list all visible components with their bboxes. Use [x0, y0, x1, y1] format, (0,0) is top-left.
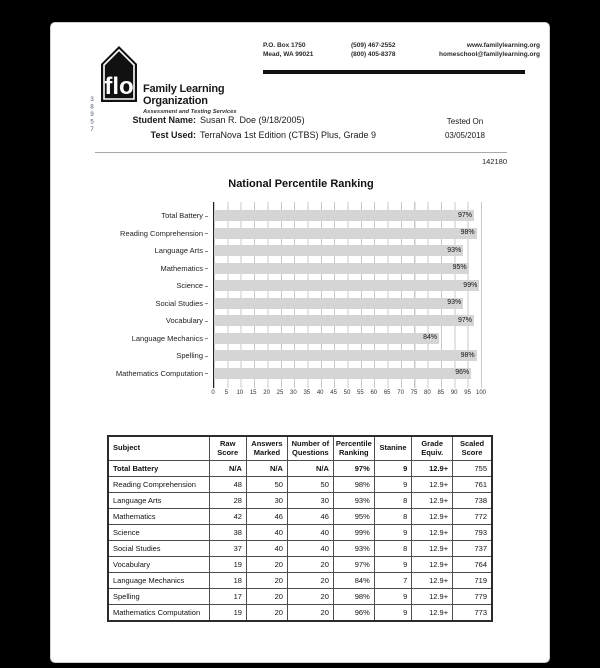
subject-cell: Science	[108, 525, 209, 541]
value-cell: 12.9+	[412, 493, 453, 509]
logo-text: flo	[104, 73, 134, 100]
value-cell: 9	[374, 557, 412, 573]
value-cell: 98%	[333, 589, 374, 605]
value-cell: 20	[287, 573, 333, 589]
value-cell: 20	[246, 589, 287, 605]
address-line2: Mead, WA 99021	[263, 51, 314, 58]
bar-category-label: Reading Comprehension	[120, 229, 208, 238]
bar-value-label: 97%	[457, 316, 472, 324]
value-cell: N/A	[209, 461, 246, 477]
subject-cell: Mathematics Computation	[108, 605, 209, 622]
value-cell: 99%	[333, 525, 374, 541]
bar-value-label: 98%	[460, 351, 475, 359]
x-tick-label: 30	[290, 390, 297, 396]
bar	[214, 228, 477, 239]
value-cell: 48	[209, 477, 246, 493]
value-cell: 793	[453, 525, 492, 541]
tested-on-block	[425, 115, 505, 143]
bar-category-label: Spelling	[176, 351, 208, 360]
bar-row	[176, 347, 482, 365]
table-row	[108, 461, 492, 477]
contact-web	[439, 41, 540, 59]
tested-on-label: Tested On	[446, 117, 484, 126]
subject-cell: Spelling	[108, 589, 209, 605]
value-cell: 17	[209, 589, 246, 605]
email: homeschool@familylearning.org	[439, 51, 540, 58]
bar-value-label: 95%	[452, 264, 467, 272]
score-table	[107, 435, 493, 622]
value-cell: 38	[209, 525, 246, 541]
x-tick-label: 75	[410, 390, 418, 396]
value-cell: 20	[287, 605, 333, 622]
value-cell: 9	[374, 461, 412, 477]
house-icon	[100, 45, 138, 103]
value-cell: 12.9+	[412, 605, 453, 622]
value-cell: 40	[246, 525, 287, 541]
value-cell: 19	[209, 557, 246, 573]
test-used-row	[95, 128, 435, 143]
student-name-value: Susan R. Doe (9/18/2005)	[200, 115, 305, 125]
percentile-chart	[95, 178, 507, 400]
value-cell: 42	[209, 509, 246, 525]
score-table-head	[108, 436, 492, 461]
value-cell: 12.9+	[412, 541, 453, 557]
column-header: Stanine	[374, 436, 412, 461]
bar	[214, 280, 479, 291]
column-header: Percentile Ranking	[333, 436, 374, 461]
bar-row	[176, 277, 482, 295]
x-tick-label: 90	[450, 390, 458, 396]
bar	[214, 333, 439, 344]
value-cell: 19	[209, 605, 246, 622]
value-cell: 12.9+	[412, 509, 453, 525]
value-cell: N/A	[246, 461, 287, 477]
bar	[214, 210, 474, 221]
contact-phones	[351, 41, 439, 59]
x-tick-label: 50	[343, 390, 351, 396]
subject-cell: Reading Comprehension	[108, 477, 209, 493]
column-header: Raw Score	[209, 436, 246, 461]
tested-on-date: 03/05/2018	[444, 131, 486, 140]
value-cell: 9	[374, 589, 412, 605]
value-cell: 46	[287, 509, 333, 525]
x-tick-label: 100	[475, 390, 487, 396]
value-cell: 12.9+	[412, 573, 453, 589]
x-tick-label: 20	[263, 390, 270, 396]
value-cell: 9	[374, 477, 412, 493]
x-tick-label: 35	[303, 390, 311, 396]
org-tagline: Assessment and Testing Services	[143, 109, 237, 115]
bar-plot	[115, 202, 482, 388]
test-used-label: Test Used:	[150, 130, 196, 140]
student-name-row	[95, 113, 435, 128]
column-header: Grade Equiv.	[412, 436, 453, 461]
bar-value-label: 96%	[455, 369, 470, 377]
column-header: Subject	[108, 436, 209, 461]
value-cell: 755	[453, 461, 492, 477]
value-cell: 12.9+	[412, 525, 453, 541]
x-tick-label: 10	[236, 390, 244, 396]
phone2: (800) 405-8378	[351, 51, 396, 58]
x-tick-label: 15	[249, 390, 257, 396]
value-cell: 40	[287, 525, 333, 541]
value-cell: 8	[374, 541, 412, 557]
form-code-vertical: 38957	[89, 97, 95, 135]
value-cell: 46	[246, 509, 287, 525]
value-cell: 20	[287, 557, 333, 573]
value-cell: 12.9+	[412, 461, 453, 477]
table-row	[108, 525, 492, 541]
x-tick-label: 55	[357, 390, 364, 396]
column-header: Number of Questions	[287, 436, 333, 461]
x-tick-label: 70	[397, 390, 404, 396]
org-name-line1: Family Learning	[143, 83, 225, 95]
bar	[214, 263, 469, 274]
x-tick-label: 40	[316, 390, 324, 396]
value-cell: 8	[374, 509, 412, 525]
org-name-block	[143, 83, 237, 115]
value-cell: 93%	[333, 493, 374, 509]
contact-address	[263, 41, 351, 59]
bar-category-label: Science	[176, 281, 208, 290]
value-cell: 719	[453, 573, 492, 589]
table-row	[108, 557, 492, 573]
table-row	[108, 573, 492, 589]
value-cell: 779	[453, 589, 492, 605]
value-cell: N/A	[287, 461, 333, 477]
subject-cell: Mathematics	[108, 509, 209, 525]
bar-value-label: 99%	[463, 281, 478, 289]
value-cell: 737	[453, 541, 492, 557]
bar-row	[131, 330, 482, 348]
value-cell: 50	[287, 477, 333, 493]
bar-category-label: Total Battery	[161, 211, 208, 220]
value-cell: 20	[246, 605, 287, 622]
value-cell: 93%	[333, 541, 374, 557]
bar-row	[160, 260, 482, 278]
value-cell: 20	[287, 589, 333, 605]
value-cell: 7	[374, 573, 412, 589]
x-tick-label: 95	[464, 390, 471, 396]
x-tick-label: 65	[383, 390, 391, 396]
bar-category-label: Vocabulary	[166, 316, 208, 325]
bar-row	[115, 365, 482, 383]
report-page	[51, 23, 549, 662]
table-row	[108, 589, 492, 605]
value-cell: 9	[374, 605, 412, 622]
bar	[214, 315, 474, 326]
column-header: Scaled Score	[453, 436, 492, 461]
student-info	[95, 113, 435, 143]
value-cell: 30	[287, 493, 333, 509]
value-cell: 97%	[333, 461, 374, 477]
value-cell: 28	[209, 493, 246, 509]
bar-value-label: 97%	[457, 211, 472, 219]
value-cell: 12.9+	[412, 557, 453, 573]
x-tick-label: 5	[224, 390, 229, 396]
table-row	[108, 477, 492, 493]
value-cell: 772	[453, 509, 492, 525]
subject-cell: Language Mechanics	[108, 573, 209, 589]
x-tick-label: 80	[424, 390, 431, 396]
bar	[214, 350, 477, 361]
value-cell: 12.9+	[412, 477, 453, 493]
subject-cell: Vocabulary	[108, 557, 209, 573]
table-row	[108, 605, 492, 622]
contact-block	[263, 41, 540, 59]
score-table-body	[108, 461, 492, 622]
x-tick-label: 85	[437, 390, 445, 396]
value-cell: 20	[246, 557, 287, 573]
bar-category-label: Language Mechanics	[132, 334, 208, 343]
header-rule	[263, 70, 525, 74]
bar	[214, 298, 463, 309]
org-name-line2: Organization	[143, 95, 208, 107]
bar-value-label: 98%	[460, 229, 475, 237]
table-row	[108, 493, 492, 509]
value-cell: 764	[453, 557, 492, 573]
value-cell: 20	[246, 573, 287, 589]
section-divider	[95, 152, 507, 153]
value-cell: 738	[453, 493, 492, 509]
bar-row	[161, 207, 482, 225]
value-cell: 95%	[333, 509, 374, 525]
subject-cell: Language Arts	[108, 493, 209, 509]
column-header: Answers Marked	[246, 436, 287, 461]
header-row	[108, 436, 492, 461]
subject-cell: Total Battery	[108, 461, 209, 477]
table-row	[108, 509, 492, 525]
address-line1: P.O. Box 1750	[263, 42, 306, 49]
flo-house-logo-icon	[100, 45, 138, 103]
value-cell: 18	[209, 573, 246, 589]
phone1: (509) 467-2552	[351, 42, 396, 49]
bar-row	[165, 312, 482, 330]
value-cell: 96%	[333, 605, 374, 622]
bar-row	[154, 242, 482, 260]
value-cell: 30	[246, 493, 287, 509]
student-name-label: Student Name:	[132, 115, 196, 125]
website: www.familylearning.org	[466, 42, 540, 49]
bar-value-label: 93%	[447, 299, 462, 307]
value-cell: 773	[453, 605, 492, 622]
bar-category-label: Social Studies	[155, 299, 208, 308]
bar-row	[155, 295, 482, 313]
value-cell: 8	[374, 493, 412, 509]
x-tick-label: 0	[211, 390, 215, 396]
bar-category-label: Mathematics Computation	[116, 369, 208, 378]
value-cell: 84%	[333, 573, 374, 589]
bar-row	[120, 225, 482, 243]
bar-value-label: 84%	[423, 334, 438, 342]
value-cell: 40	[287, 541, 333, 557]
x-axis-ticks	[211, 390, 487, 400]
value-cell: 9	[374, 525, 412, 541]
value-cell: 40	[246, 541, 287, 557]
subject-cell: Social Studies	[108, 541, 209, 557]
value-cell: 50	[246, 477, 287, 493]
report-number: 142180	[481, 157, 507, 166]
test-used-value: TerraNova 1st Edition (CTBS) Plus, Grade 9	[200, 130, 377, 140]
value-cell: 98%	[333, 477, 374, 493]
x-tick-label: 45	[330, 390, 337, 396]
x-tick-label: 60	[370, 390, 378, 396]
chart-title: National Percentile Ranking	[228, 178, 374, 190]
bar	[214, 245, 463, 256]
bar-value-label: 93%	[447, 246, 462, 254]
table-row	[108, 541, 492, 557]
value-cell: 761	[453, 477, 492, 493]
bar	[214, 368, 471, 379]
x-tick-label: 25	[276, 390, 284, 396]
value-cell: 12.9+	[412, 589, 453, 605]
value-cell: 97%	[333, 557, 374, 573]
value-cell: 37	[209, 541, 246, 557]
bar-category-label: Mathematics	[160, 264, 208, 273]
bar-category-label: Language Arts	[155, 246, 208, 255]
